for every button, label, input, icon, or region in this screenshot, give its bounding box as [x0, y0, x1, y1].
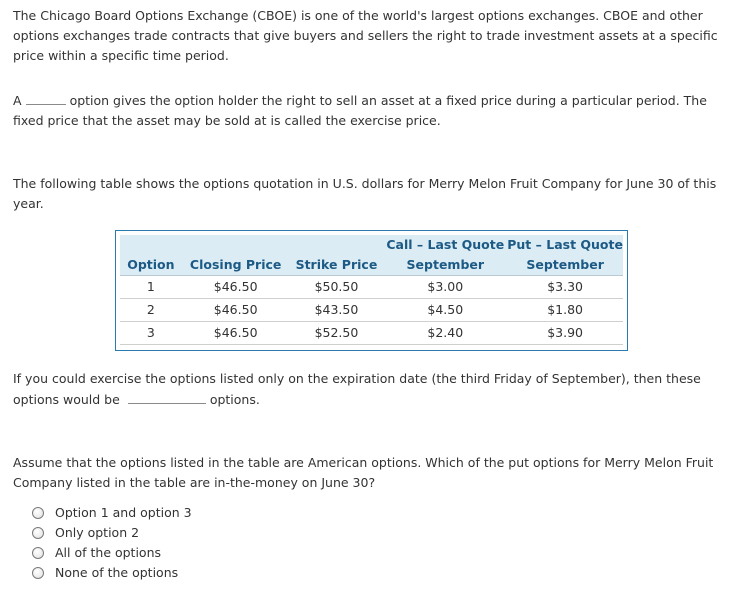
question-3: Assume that the options listed in the table are American options. Which of the put options for Merry Melon Fruit Company listed in the table are in-the-money on June 30? [13, 455, 714, 490]
cell-closing-price: $46.50 [182, 322, 290, 345]
cell-option: 3 [120, 322, 182, 345]
cell-put-quote: $3.90 [507, 322, 623, 345]
table-intro-paragraph: The following table shows the options quotation in U.S. dollars for Merry Melon Fruit Company for June 30 of this year. [13, 176, 717, 211]
cell-closing-price: $46.50 [182, 276, 290, 299]
cell-call-quote: $3.00 [383, 276, 507, 299]
question-2-suffix: options. [209, 392, 260, 407]
radio-button[interactable] [32, 507, 44, 519]
cell-closing-price: $46.50 [182, 299, 290, 322]
question-1-blank-dropdown[interactable] [26, 90, 66, 105]
answer-option-3[interactable] [32, 543, 192, 563]
header-strike-price: Strike Price [290, 255, 384, 276]
table-row [120, 322, 623, 345]
cell-strike-price: $50.50 [290, 276, 384, 299]
header-call-september: September [383, 255, 507, 276]
answer-label: Only option 2 [55, 525, 140, 540]
answer-label: All of the options [55, 545, 162, 560]
answer-label: Option 1 and option 3 [55, 505, 192, 520]
header-top-blank-1 [120, 235, 182, 255]
header-option: Option [120, 255, 182, 276]
answer-option-1[interactable] [32, 503, 192, 523]
table-row [120, 299, 623, 322]
header-call-last-quote: Call – Last Quote [383, 235, 507, 255]
answer-label: None of the options [55, 565, 179, 580]
radio-button[interactable] [32, 547, 44, 559]
cell-put-quote: $1.80 [507, 299, 623, 322]
radio-button[interactable] [32, 567, 44, 579]
intro-paragraph: The Chicago Board Options Exchange (CBOE) is one of the world's largest options exchanges. CBOE and other options exchanges trade contracts that give buyers and sellers the right to trade investment assets at a specific price within a specific time period. [13, 8, 718, 63]
question-1-prefix: A [13, 93, 22, 108]
header-top-blank-2 [182, 235, 290, 255]
cell-call-quote: $2.40 [383, 322, 507, 345]
question-2-blank-dropdown[interactable] [128, 389, 206, 404]
question-1-suffix: option gives the option holder the right to sell an asset at a fixed price during a particular period. The fixed price that the asset may be sold at is called the exercise price. [13, 93, 707, 128]
answer-choices [32, 503, 192, 583]
cell-strike-price: $52.50 [290, 322, 384, 345]
question-1 [13, 90, 729, 131]
cell-strike-price: $43.50 [290, 299, 384, 322]
answer-option-2[interactable] [32, 523, 192, 543]
question-2 [13, 369, 729, 410]
header-top-blank-3 [290, 235, 384, 255]
options-quotation-table [115, 230, 628, 351]
header-put-last-quote: Put – Last Quote [507, 235, 623, 255]
cell-option: 2 [120, 299, 182, 322]
cell-call-quote: $4.50 [383, 299, 507, 322]
header-put-september: September [507, 255, 623, 276]
table-row [120, 276, 623, 299]
cell-option: 1 [120, 276, 182, 299]
header-closing-price: Closing Price [182, 255, 290, 276]
cell-put-quote: $3.30 [507, 276, 623, 299]
question-2-text: If you could exercise the options listed only on the expiration date (the third Friday of September), then these options would be [13, 371, 701, 407]
answer-option-4[interactable] [32, 563, 192, 583]
radio-button[interactable] [32, 527, 44, 539]
